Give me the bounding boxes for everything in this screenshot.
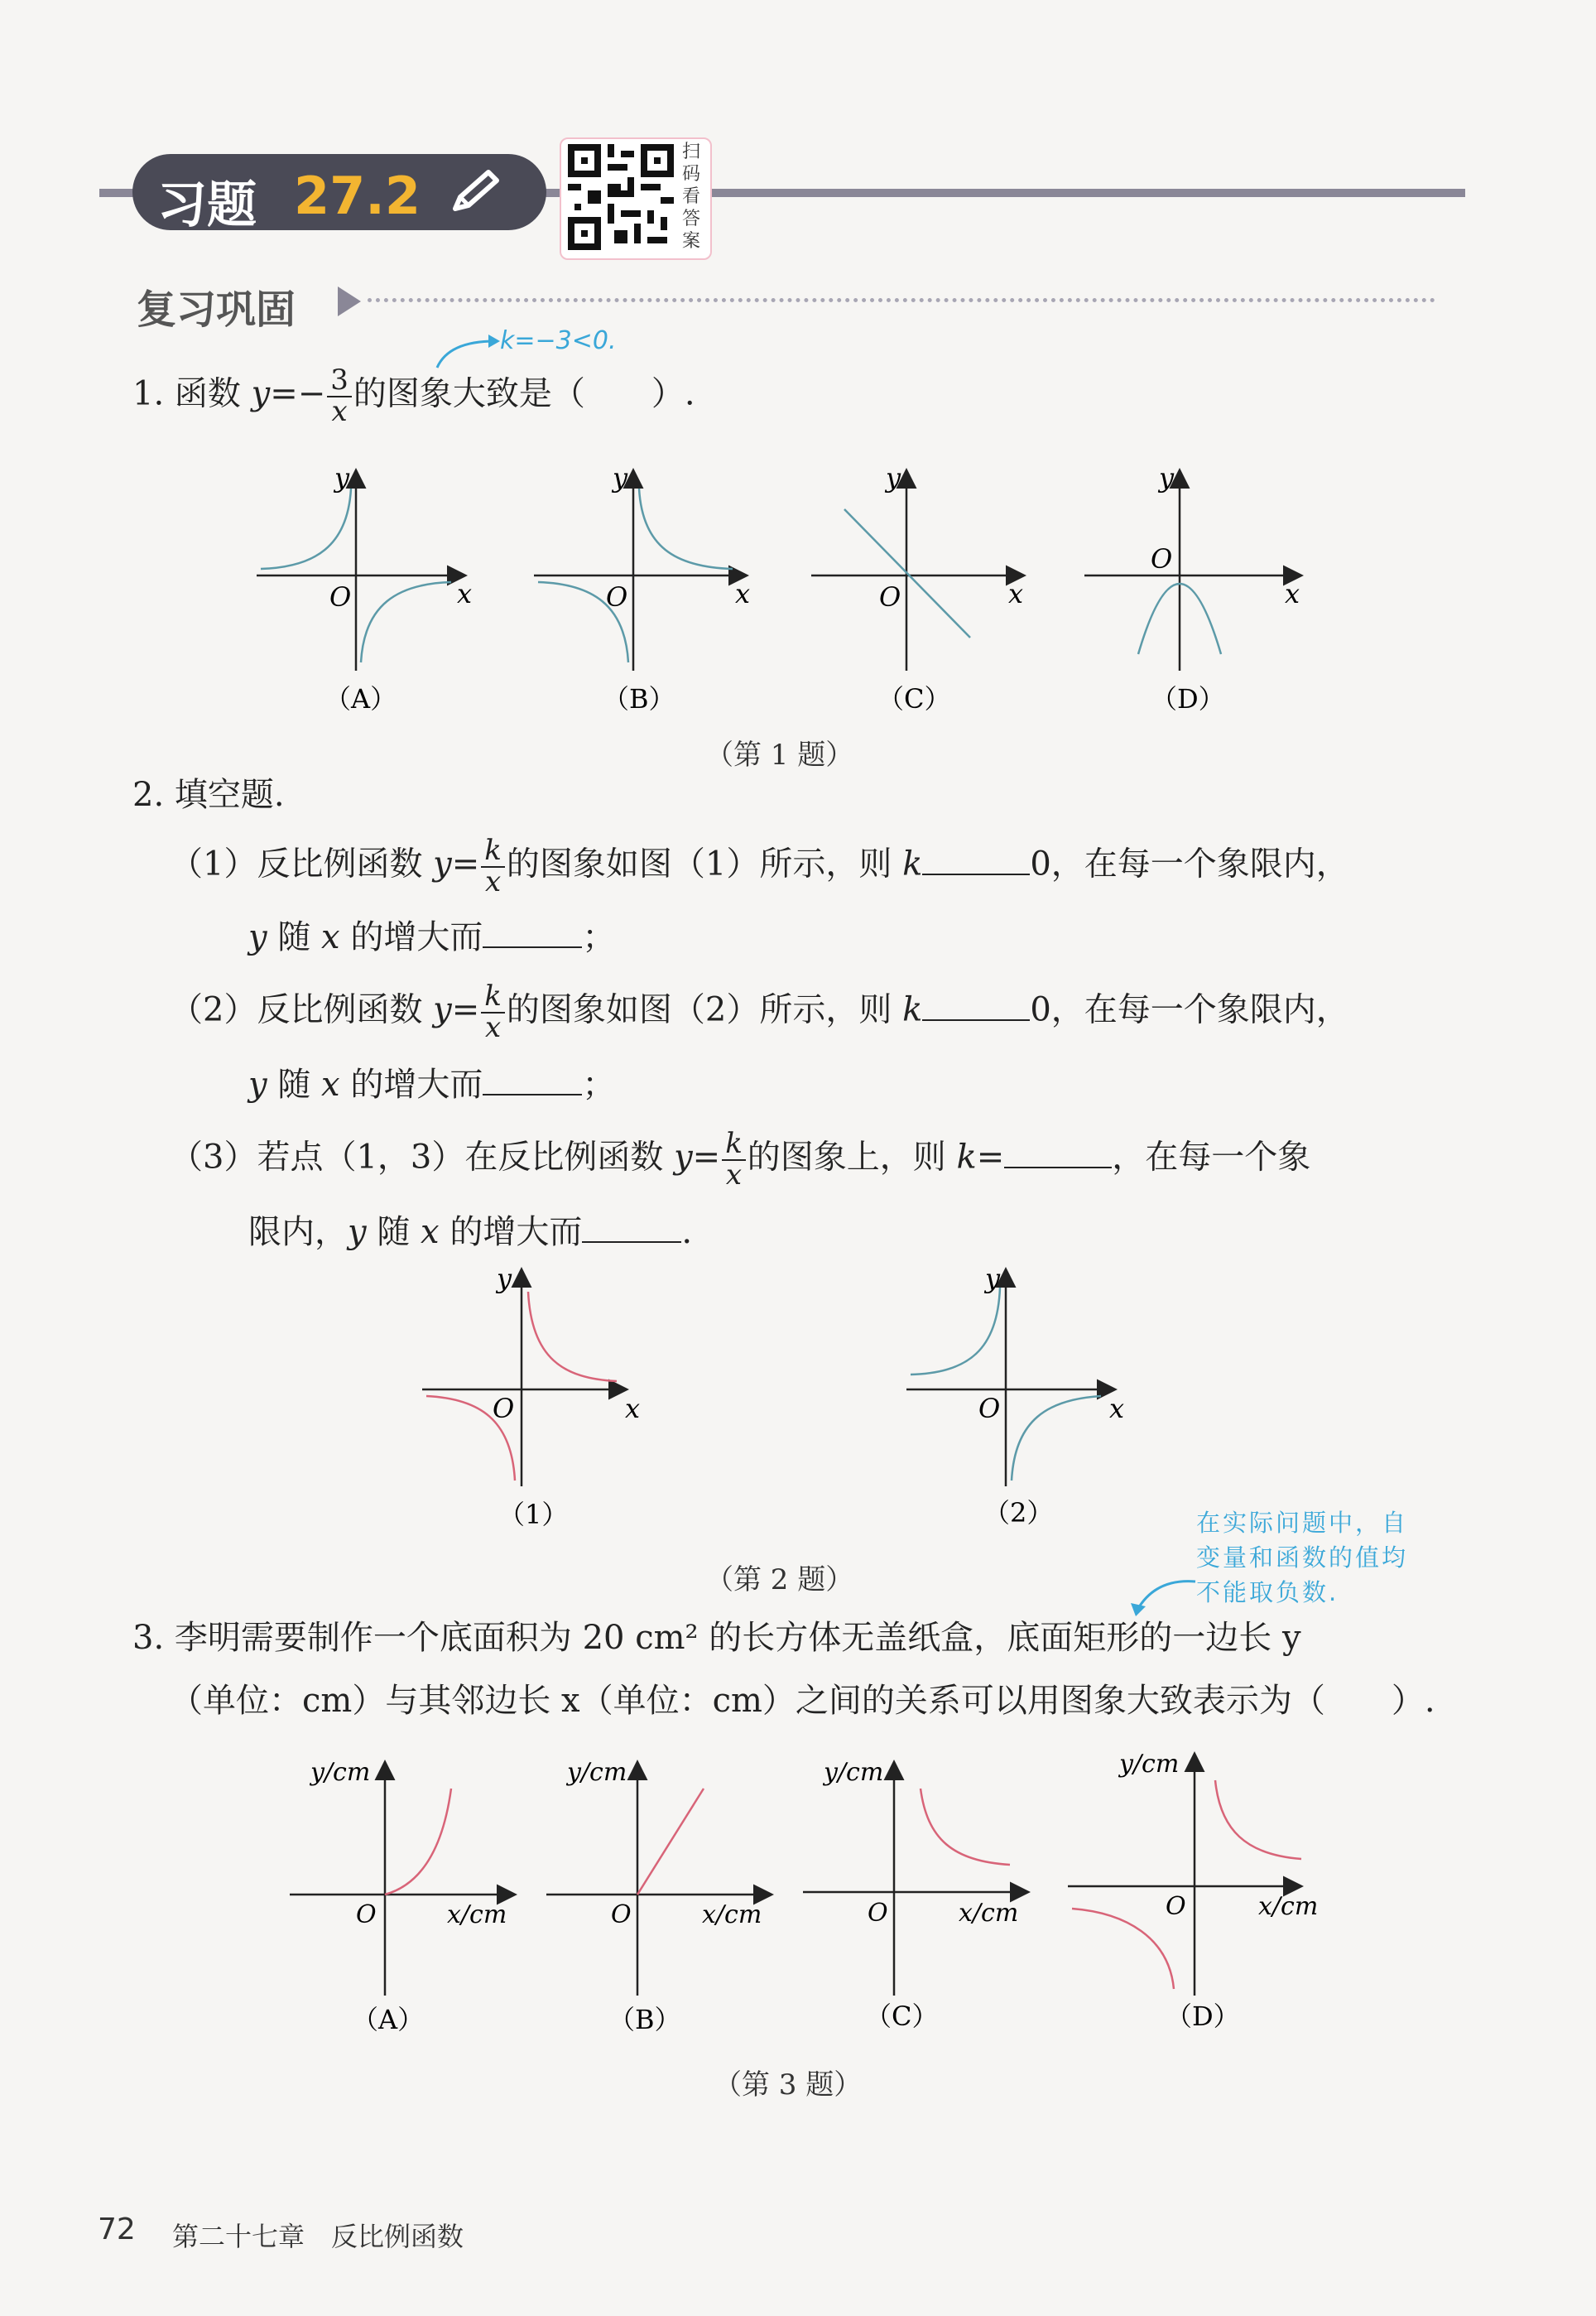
svg-text:O: O (329, 581, 352, 613)
q1-graph-b (534, 464, 750, 671)
svg-text:（A）: （A） (352, 2004, 425, 2035)
svg-text:（2）: （2） (983, 1497, 1054, 1529)
section-title: 复习巩固 (137, 286, 296, 333)
svg-text:O: O (493, 1393, 515, 1424)
chapter-title: 第二十七章 反比例函数 (172, 2221, 464, 2252)
question-3-line1: 3. 李明需要制作一个底面积为 20 cm² 的长方体无盖纸盒，底面矩形的一边长 y (132, 1619, 1301, 1657)
svg-text:O: O (1151, 543, 1173, 575)
svg-text:y/cm: y/cm (824, 1758, 884, 1787)
q1-note: k=−3<0. (500, 326, 617, 355)
svg-text:（D）: （D） (1166, 2001, 1240, 2032)
page-number: 72 (98, 2212, 136, 2246)
svg-text:y: y (1159, 464, 1175, 494)
q3-graph-c (803, 1758, 1026, 2032)
svg-text:O: O (611, 1900, 632, 1929)
q3-figures (281, 1739, 1358, 2054)
q1-graph-a (257, 464, 472, 671)
q1-figures (248, 464, 1324, 712)
exercise-title: 习题 (157, 176, 257, 234)
q1-caption: （第 1 题） (705, 739, 854, 772)
svg-text:y: y (985, 1263, 1001, 1294)
section-arrow-icon (338, 286, 361, 316)
svg-text:（C）: （C） (877, 683, 951, 712)
qr-note: 扫 码 看 答 案 (681, 142, 700, 252)
svg-text:y/cm: y/cm (1119, 1750, 1180, 1779)
q3-note-arrow-icon (1126, 1572, 1200, 1621)
question-2-title: 2. 填空题. (132, 776, 285, 814)
svg-text:x: x (457, 578, 473, 609)
svg-text:O: O (978, 1393, 1001, 1424)
svg-text:y/cm: y/cm (310, 1758, 371, 1787)
q3-note: 在实际问题中，自 变量和函数的值均 不能取负数. (1196, 1509, 1409, 1606)
q2-part2-line2: y 随 x 的增大而 ； (248, 1066, 616, 1104)
svg-text:（B）: （B） (603, 683, 675, 712)
q2-part2-line1: （2）反比例函数 y= $\frac{k}{x}$ 的图象如图（2）所示，则 k 0，在每一个象限内， (170, 980, 1349, 1044)
qr-code-icon[interactable] (568, 144, 674, 250)
svg-text:（B）: （B） (608, 2004, 681, 2035)
exercise-number: 27.2 (294, 166, 421, 226)
question-1: 1. 函数 y=− $\frac{3}{x}$ 的图象大致是（ ）. (132, 364, 695, 428)
svg-text:y: y (613, 464, 628, 494)
svg-text:O: O (868, 1899, 888, 1928)
q1-note-arrow-icon (432, 330, 507, 371)
q2-part3-line1: （3）若点（1，3）在反比例函数 y= $\frac{k}{x}$ 的图象上，则 k= ，在每一个象 (170, 1127, 1311, 1192)
svg-text:O: O (879, 581, 901, 613)
svg-text:x: x (735, 578, 751, 609)
svg-text:y: y (334, 464, 350, 494)
q3-graph-d (1068, 1750, 1318, 2032)
svg-text:x: x (1109, 1393, 1125, 1424)
q2-part3-line2: 限内，y 随 x 的增大而 . (248, 1213, 693, 1251)
svg-text:x/cm: x/cm (702, 1900, 762, 1929)
svg-text:y/cm: y/cm (567, 1758, 627, 1787)
svg-text:x: x (1008, 578, 1024, 609)
svg-text:O: O (356, 1900, 377, 1929)
svg-text:x/cm: x/cm (447, 1900, 507, 1929)
svg-text:（C）: （C） (865, 2001, 939, 2032)
q3-graph-a (290, 1758, 513, 2035)
q2-figures (414, 1259, 1159, 1532)
question-3-line2: （单位：cm）与其邻边长 x（单位：cm）之间的关系可以用图象大致表示为（ ）. (170, 1682, 1435, 1720)
svg-text:y: y (497, 1263, 512, 1294)
q2-graph-2 (906, 1263, 1124, 1529)
q2-part1-line2: y 随 x 的增大而 ； (248, 918, 616, 956)
svg-text:x/cm: x/cm (1258, 1892, 1319, 1921)
svg-text:O: O (1166, 1892, 1186, 1921)
q1-graph-d (1084, 464, 1300, 671)
svg-text:y: y (886, 464, 901, 494)
svg-text:O: O (606, 581, 628, 613)
svg-text:x/cm: x/cm (959, 1899, 1019, 1928)
q3-graph-b (546, 1758, 770, 2035)
q2-caption: （第 2 题） (705, 1563, 854, 1596)
svg-text:x: x (625, 1393, 641, 1424)
svg-text:（1）: （1） (498, 1499, 569, 1530)
svg-text:x: x (1285, 578, 1300, 609)
q1-graph-c (811, 464, 1023, 671)
pencil-icon (447, 167, 505, 217)
q3-caption: （第 3 题） (714, 2068, 863, 2102)
section-dotted-rule (368, 298, 1435, 302)
q2-graph-1 (422, 1263, 640, 1530)
svg-text:（D）: （D） (1151, 683, 1225, 712)
svg-text:（A）: （A） (324, 683, 397, 712)
q2-part1-line1: （1）反比例函数 y= $\frac{k}{x}$ 的图象如图（1）所示，则 k 0，在每一个象限内， (170, 834, 1349, 898)
